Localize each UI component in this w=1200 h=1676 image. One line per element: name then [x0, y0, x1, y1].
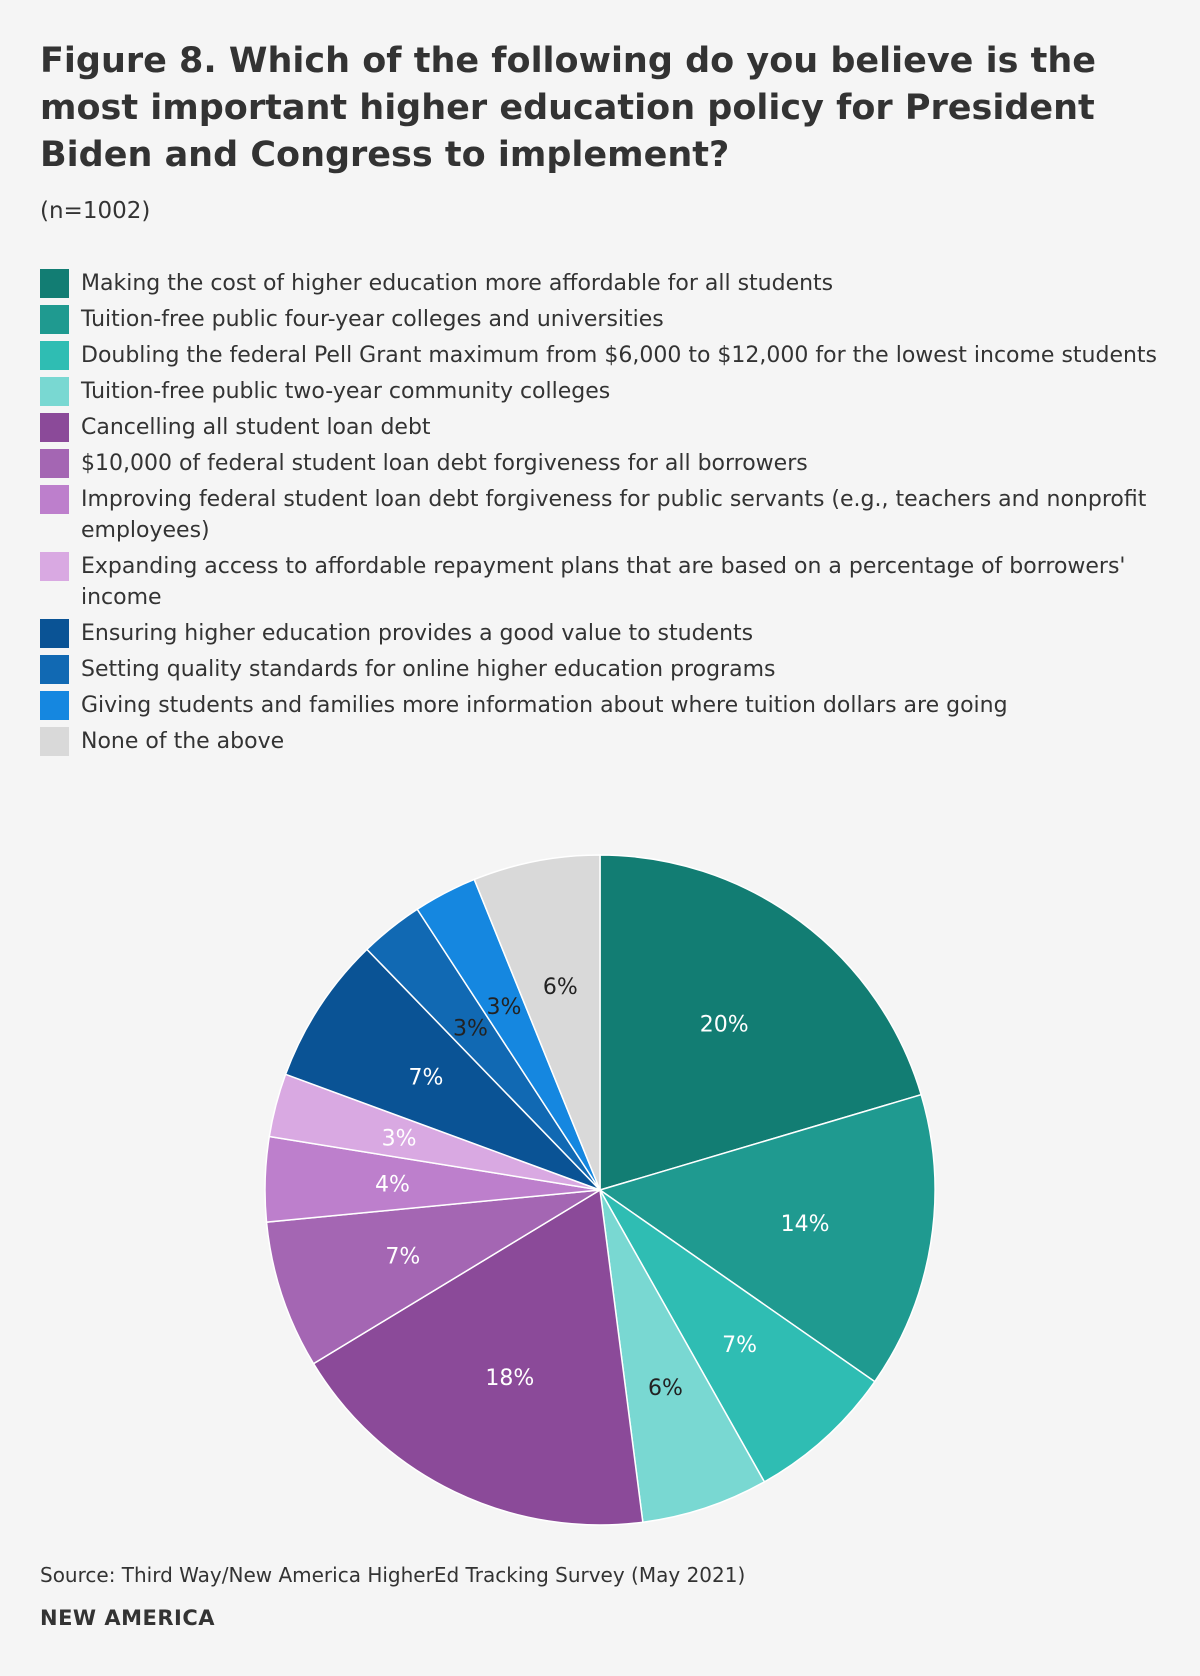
legend-swatch [40, 619, 69, 648]
legend-label: Improving federal student loan debt forgiveness for public servants (e.g., teachers and nonprofit employees) [81, 487, 1147, 543]
legend-swatch [40, 655, 69, 684]
legend-label: Tuition-free public two-year community colleges [81, 379, 611, 404]
pie-chart [250, 840, 950, 1540]
brand-logo: NEW AMERICA [40, 1606, 216, 1630]
legend-item [40, 340, 1160, 371]
legend-swatch [40, 727, 69, 756]
legend-swatch [40, 485, 69, 514]
legend-item [40, 304, 1160, 335]
slice-label: 6% [647, 1376, 683, 1402]
legend-label: Ensuring higher education provides a good value to students [81, 621, 754, 646]
slice-label: 14% [780, 1212, 830, 1238]
legend-swatch [40, 377, 69, 406]
slice-label: 4% [374, 1172, 410, 1198]
legend-label: Cancelling all student loan debt [81, 415, 431, 440]
legend-swatch [40, 449, 69, 478]
legend-swatch [40, 413, 69, 442]
legend-label: $10,000 of federal student loan debt forgiveness for all borrowers [81, 451, 808, 476]
legend-item [40, 484, 1160, 546]
chart-legend [40, 268, 1160, 762]
legend-swatch [40, 691, 69, 720]
chart-subtitle: (n=1002) [40, 198, 151, 224]
slice-label: 7% [408, 1065, 444, 1091]
legend-swatch [40, 305, 69, 334]
legend-item [40, 618, 1160, 649]
slice-label: 18% [485, 1366, 535, 1392]
legend-swatch [40, 552, 69, 581]
legend-label: Making the cost of higher education more affordable for all students [81, 271, 834, 296]
legend-item [40, 448, 1160, 479]
legend-item [40, 268, 1160, 299]
slice-label: 3% [453, 1016, 488, 1042]
legend-label: Setting quality standards for online higher education programs [81, 657, 776, 682]
legend-item [40, 412, 1160, 443]
source-note: Source: Third Way/New America HigherEd Tracking Survey (May 2021) [40, 1563, 746, 1587]
slice-label: 3% [381, 1126, 417, 1152]
legend-swatch [40, 341, 69, 370]
legend-label: Tuition-free public four-year colleges and universities [81, 307, 664, 332]
slice-label: 7% [385, 1244, 421, 1270]
slice-label: 3% [486, 994, 522, 1020]
legend-label: Expanding access to affordable repayment plans that are based on a percentage of borrowers' income [81, 554, 1126, 610]
legend-swatch [40, 269, 69, 298]
legend-label: None of the above [81, 729, 285, 754]
legend-item [40, 551, 1160, 613]
slice-label: 6% [542, 975, 578, 1001]
chart-title: Figure 8. Which of the following do you believe is the most important higher education policy for President Biden and Congress to implement? [40, 41, 1096, 175]
slice-label: 7% [722, 1332, 758, 1358]
legend-item [40, 726, 1160, 757]
legend-label: Doubling the federal Pell Grant maximum from $6,000 to $12,000 for the lowest income students [81, 343, 1158, 368]
legend-item [40, 376, 1160, 407]
legend-item [40, 654, 1160, 685]
legend-label: Giving students and families more information about where tuition dollars are going [81, 693, 1008, 718]
slice-label: 20% [699, 1012, 749, 1038]
legend-item [40, 690, 1160, 721]
